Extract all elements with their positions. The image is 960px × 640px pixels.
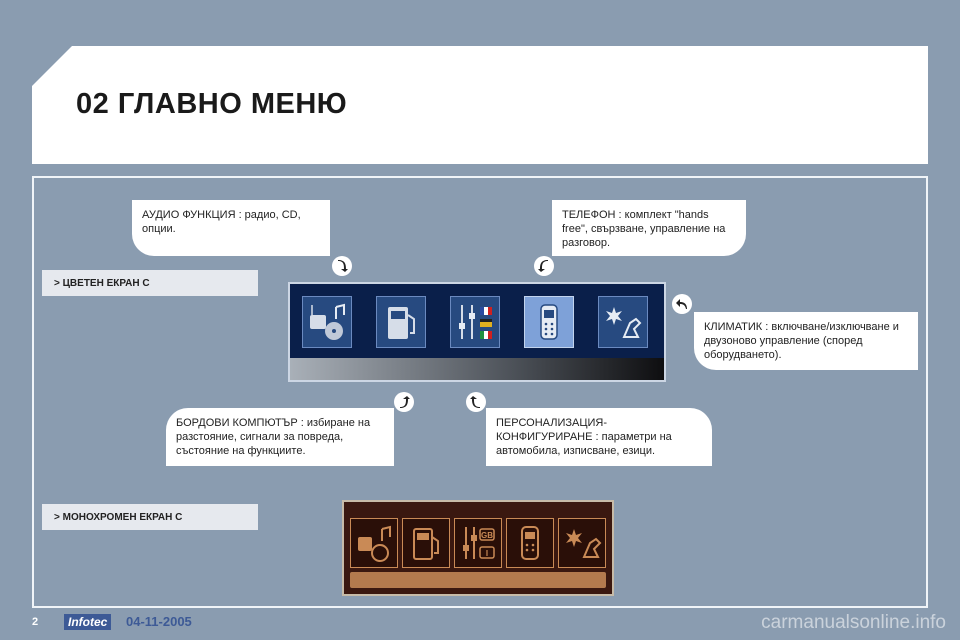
mono-screen-status-bar	[350, 572, 606, 588]
footer-date: 04-11-2005	[126, 614, 192, 629]
arrow-up-icon	[466, 392, 486, 412]
brand-logo: Infotec	[64, 614, 111, 630]
callout-phone: ТЕЛЕФОН : комплект "hands free", свързване, управление на разговор.	[552, 200, 746, 256]
color-screen	[288, 282, 666, 382]
arrow-down-icon	[534, 256, 554, 276]
section-color-screen: > ЦВЕТЕН ЕКРАН С	[42, 270, 258, 296]
mono-screen	[342, 500, 614, 596]
mobile-phone-icon	[506, 518, 554, 568]
callout-climate: КЛИМАТИК : включване/изключване и двузоново управление (според оборудването).	[694, 312, 918, 370]
arrow-left-icon	[672, 294, 692, 314]
svg-text:I: I	[485, 549, 489, 558]
mobile-phone-icon	[524, 296, 574, 348]
page-title: 02 ГЛАВНО МЕНЮ	[76, 88, 348, 120]
climate-icon	[558, 518, 606, 568]
watermark: carmanualsonline.info	[761, 612, 946, 633]
svg-text:GB: GB	[481, 531, 493, 540]
audio-icon	[302, 296, 352, 348]
section-mono-screen: > МОНОХРОМЕН ЕКРАН С	[42, 504, 258, 530]
settings-flags-icon	[450, 296, 500, 348]
color-screen-status-bar	[290, 358, 664, 380]
fuel-computer-icon	[376, 296, 426, 348]
audio-icon	[350, 518, 398, 568]
arrow-down-icon	[332, 256, 352, 276]
page-number: 2	[32, 616, 39, 628]
arrow-up-icon	[394, 392, 414, 412]
settings-flags-icon	[454, 518, 502, 568]
callout-audio: АУДИО ФУНКЦИЯ : радио, CD, опции.	[132, 200, 330, 256]
climate-icon	[598, 296, 648, 348]
callout-personalisation: ПЕРСОНАЛИЗАЦИЯ-КОНФИГУРИРАНЕ : параметри на автомобила, изписване, езици.	[486, 408, 712, 466]
callout-trip-computer: БОРДОВИ КОМПЮТЪР : избиране на разстояние, сигнали за повреда, състояние на функциите.	[166, 408, 394, 466]
fuel-computer-icon	[402, 518, 450, 568]
